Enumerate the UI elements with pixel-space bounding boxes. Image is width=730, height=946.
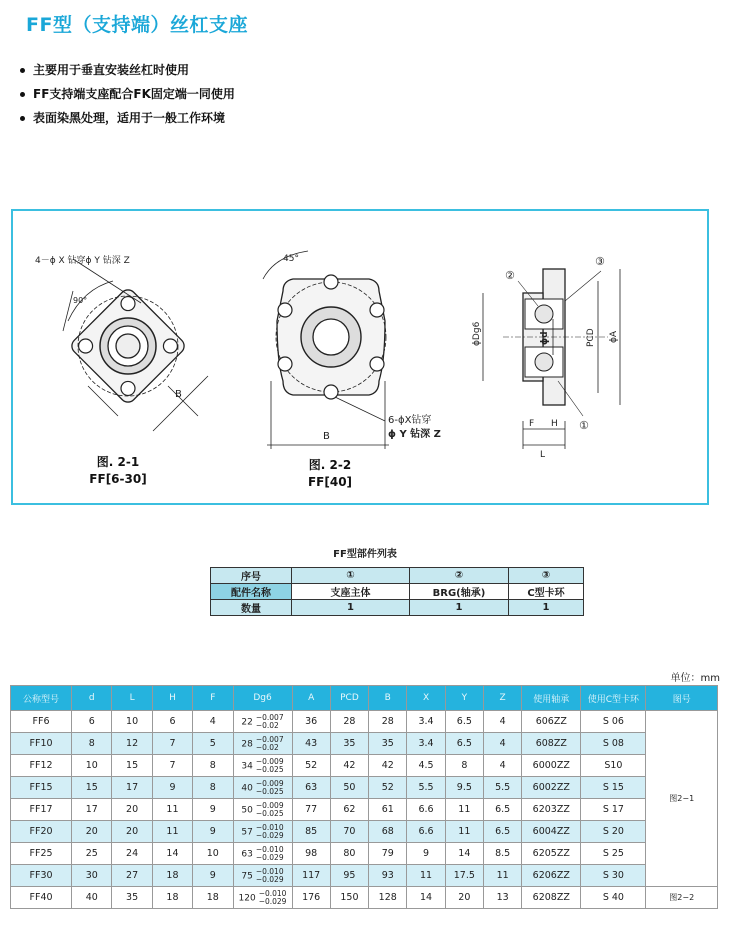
table-cell: 9 (193, 821, 233, 843)
table-row (11, 755, 718, 777)
fig3-mark-1: ① (579, 419, 589, 432)
table-cell: 28 (330, 711, 368, 733)
table-cell: 8 (193, 777, 233, 799)
table-cell: 4 (193, 711, 233, 733)
table-cell: S 25 (581, 843, 646, 865)
parts-qty-row: 数量 1 1 1 (211, 600, 584, 616)
table-cell: 608ZZ (522, 733, 581, 755)
table-cell: S10 (581, 755, 646, 777)
table-cell: 18 (152, 865, 192, 887)
table-cell: 79 (369, 843, 407, 865)
table-cell: 20 (72, 821, 112, 843)
table-cell: 9 (152, 777, 192, 799)
table-cell: FF25 (11, 843, 72, 865)
table-cell: 80 (330, 843, 368, 865)
table-cell: FF6 (11, 711, 72, 733)
fig3-dg6: ϕDg6 (472, 321, 482, 346)
table-cell: 6004ZZ (522, 821, 581, 843)
spec-header-row (11, 686, 718, 711)
table-cell: 150 (330, 887, 368, 909)
spec-header-cell: 图号 (646, 686, 718, 711)
table-cell: 8 (72, 733, 112, 755)
table-cell: 14 (407, 887, 445, 909)
table-cell: 70 (330, 821, 368, 843)
table-cell: 50 −0.009 −0.025 (233, 799, 292, 821)
feature-item: 表面染黑处理，适用于一般工作环境 (20, 106, 235, 130)
table-cell: 6.5 (445, 711, 483, 733)
table-cell: 85 (292, 821, 330, 843)
table-cell: 98 (292, 843, 330, 865)
table-cell: 6.6 (407, 821, 445, 843)
table-cell: 57 −0.010 −0.029 (233, 821, 292, 843)
table-cell: 77 (292, 799, 330, 821)
parts-name-row: 配件名称 支座主体 BRG(轴承) C型卡环 (211, 584, 584, 600)
table-cell: 6 (152, 711, 192, 733)
table-cell: 15 (72, 777, 112, 799)
fig1-angle: 90° (73, 296, 88, 305)
table-cell: 11 (407, 865, 445, 887)
spec-header-cell: d (72, 686, 112, 711)
fig1-note: 4－ϕ X 钻穿ϕ Y 钻深 Z (35, 256, 130, 266)
table-cell: 35 (330, 733, 368, 755)
table-cell: 9 (407, 843, 445, 865)
table-cell: 6.6 (407, 799, 445, 821)
table-cell: 5.5 (407, 777, 445, 799)
fig1-caption: 图. 2-1 FF[6-30] (89, 455, 147, 486)
table-cell: 28 −0.007 −0.02 (233, 733, 292, 755)
table-cell: 30 (72, 865, 112, 887)
table-row (11, 843, 718, 865)
table-cell: FF15 (11, 777, 72, 799)
fig2-note-2: ϕ Y 钻深 Z (388, 429, 441, 440)
table-cell: 42 (330, 755, 368, 777)
table-cell: 6.5 (483, 799, 521, 821)
table-cell: 20 (112, 821, 152, 843)
drawing-panel (11, 209, 709, 505)
table-cell: 50 (330, 777, 368, 799)
fig3-mark-3: ③ (595, 255, 605, 268)
table-cell: 61 (369, 799, 407, 821)
table-cell: 43 (292, 733, 330, 755)
page-title: FF型（支持端）丝杠支座 (26, 14, 248, 36)
parts-table (210, 567, 584, 616)
table-cell: 11 (152, 821, 192, 843)
table-cell: 10 (193, 843, 233, 865)
table-cell: S 06 (581, 711, 646, 733)
table-cell: FF12 (11, 755, 72, 777)
table-cell: 11 (445, 799, 483, 821)
table-row (11, 711, 718, 733)
table-row (11, 799, 718, 821)
table-cell: 6 (72, 711, 112, 733)
table-cell: 18 (152, 887, 192, 909)
table-cell: 35 (369, 733, 407, 755)
table-cell: 3.4 (407, 711, 445, 733)
table-row (11, 777, 718, 799)
fig1-dim-b: B (175, 389, 182, 400)
table-cell: 42 (369, 755, 407, 777)
table-cell: 63 −0.010 −0.029 (233, 843, 292, 865)
spec-header-cell: B (369, 686, 407, 711)
fig3-f: F (529, 419, 535, 429)
table-cell: S 20 (581, 821, 646, 843)
table-cell: 4.5 (407, 755, 445, 777)
table-cell: 176 (292, 887, 330, 909)
table-cell: 27 (112, 865, 152, 887)
table-cell: 40 (72, 887, 112, 909)
table-cell: 5 (193, 733, 233, 755)
fig3-mark-2: ② (505, 269, 515, 282)
table-cell: 20 (112, 799, 152, 821)
table-cell: 52 (369, 777, 407, 799)
table-cell: 17 (112, 777, 152, 799)
fig3-h: H (551, 419, 558, 429)
spec-header-cell: F (193, 686, 233, 711)
table-cell: FF30 (11, 865, 72, 887)
table-cell: 63 (292, 777, 330, 799)
feature-item: 主要用于垂直安装丝杠时使用 (20, 58, 235, 82)
table-cell: 128 (369, 887, 407, 909)
fig3-d: ϕd (540, 331, 550, 345)
table-cell: 5.5 (483, 777, 521, 799)
spec-header-cell: X (407, 686, 445, 711)
table-cell: FF10 (11, 733, 72, 755)
table-cell: 7 (152, 755, 192, 777)
table-cell: 11 (152, 799, 192, 821)
table-cell: 10 (112, 711, 152, 733)
table-cell: 3.4 (407, 733, 445, 755)
table-cell: 22 −0.007 −0.02 (233, 711, 292, 733)
fig2-dim-b: B (323, 431, 330, 442)
figure-ref-cell: 图2−1 (646, 711, 718, 887)
parts-header-row: 序号 ① ② ③ (211, 568, 584, 584)
table-cell: 17 (72, 799, 112, 821)
table-cell: 8.5 (483, 843, 521, 865)
table-cell: 75 −0.010 −0.029 (233, 865, 292, 887)
spec-header-cell: 使用C型卡环 (581, 686, 646, 711)
table-cell: 117 (292, 865, 330, 887)
table-cell: 6206ZZ (522, 865, 581, 887)
spec-header-cell: Z (483, 686, 521, 711)
table-cell: S 17 (581, 799, 646, 821)
spec-header-cell: PCD (330, 686, 368, 711)
table-cell: 34 −0.009 −0.025 (233, 755, 292, 777)
feature-list (20, 58, 235, 130)
table-cell: 6208ZZ (522, 887, 581, 909)
table-row (11, 733, 718, 755)
table-cell: S 08 (581, 733, 646, 755)
table-cell: S 15 (581, 777, 646, 799)
table-cell: 11 (445, 821, 483, 843)
table-cell: 17.5 (445, 865, 483, 887)
table-cell: 120 −0.010 −0.029 (233, 887, 292, 909)
table-cell: 6.5 (445, 733, 483, 755)
table-cell: 8 (445, 755, 483, 777)
table-cell: 13 (483, 887, 521, 909)
table-cell: 20 (445, 887, 483, 909)
table-cell: 11 (483, 865, 521, 887)
table-cell: 6002ZZ (522, 777, 581, 799)
fig2-caption: 图. 2-2 FF[40] (307, 458, 353, 489)
table-cell: S 30 (581, 865, 646, 887)
fig2-note-1: 6-ϕX钻穿 (388, 415, 432, 426)
spec-header-cell: 使用轴承 (522, 686, 581, 711)
table-cell: 9 (193, 799, 233, 821)
table-cell: 10 (72, 755, 112, 777)
table-row (11, 887, 718, 909)
table-cell: S 40 (581, 887, 646, 909)
table-cell: 24 (112, 843, 152, 865)
table-cell: 6.5 (483, 821, 521, 843)
table-row (11, 865, 718, 887)
unit-label: 单位：mm (670, 673, 720, 684)
fig3-pcd: PCD (586, 328, 596, 347)
figure-2-2-drawing (263, 251, 389, 449)
table-cell: 6000ZZ (522, 755, 581, 777)
table-cell: 18 (193, 887, 233, 909)
bullet-icon (20, 92, 25, 97)
table-cell: 9 (193, 865, 233, 887)
parts-table-title: FF型部件列表 (333, 549, 397, 560)
figure-ref-cell: 图2−2 (646, 887, 718, 909)
table-cell: 68 (369, 821, 407, 843)
table-cell: FF20 (11, 821, 72, 843)
table-cell: 4 (483, 755, 521, 777)
table-cell: 9.5 (445, 777, 483, 799)
table-cell: 25 (72, 843, 112, 865)
table-cell: 606ZZ (522, 711, 581, 733)
table-cell: 12 (112, 733, 152, 755)
fig3-a: ϕA (609, 330, 619, 343)
spec-header-cell: H (152, 686, 192, 711)
table-cell: 15 (112, 755, 152, 777)
table-cell: FF17 (11, 799, 72, 821)
fig3-l: L (540, 450, 546, 460)
table-cell: FF40 (11, 887, 72, 909)
table-cell: 40 −0.009 −0.025 (233, 777, 292, 799)
spec-header-cell: L (112, 686, 152, 711)
bullet-icon (20, 68, 25, 73)
bullet-icon (20, 116, 25, 121)
table-cell: 6205ZZ (522, 843, 581, 865)
spec-header-cell: A (292, 686, 330, 711)
table-cell: 35 (112, 887, 152, 909)
table-row (11, 821, 718, 843)
table-cell: 7 (152, 733, 192, 755)
table-cell: 8 (193, 755, 233, 777)
table-cell: 95 (330, 865, 368, 887)
table-cell: 14 (152, 843, 192, 865)
table-cell: 36 (292, 711, 330, 733)
table-cell: 6203ZZ (522, 799, 581, 821)
table-cell: 4 (483, 733, 521, 755)
fig2-angle: 45° (283, 254, 299, 264)
table-cell: 93 (369, 865, 407, 887)
spec-header-cell: 公称型号 (11, 686, 72, 711)
table-cell: 14 (445, 843, 483, 865)
spec-table (10, 685, 718, 909)
spec-header-cell: Y (445, 686, 483, 711)
spec-header-cell: Dg6 (233, 686, 292, 711)
table-cell: 4 (483, 711, 521, 733)
figure-2-1-drawing (63, 259, 208, 431)
table-cell: 28 (369, 711, 407, 733)
feature-item: FF支持端支座配合FK固定端一同使用 (20, 82, 235, 106)
table-cell: 62 (330, 799, 368, 821)
table-cell: 52 (292, 755, 330, 777)
